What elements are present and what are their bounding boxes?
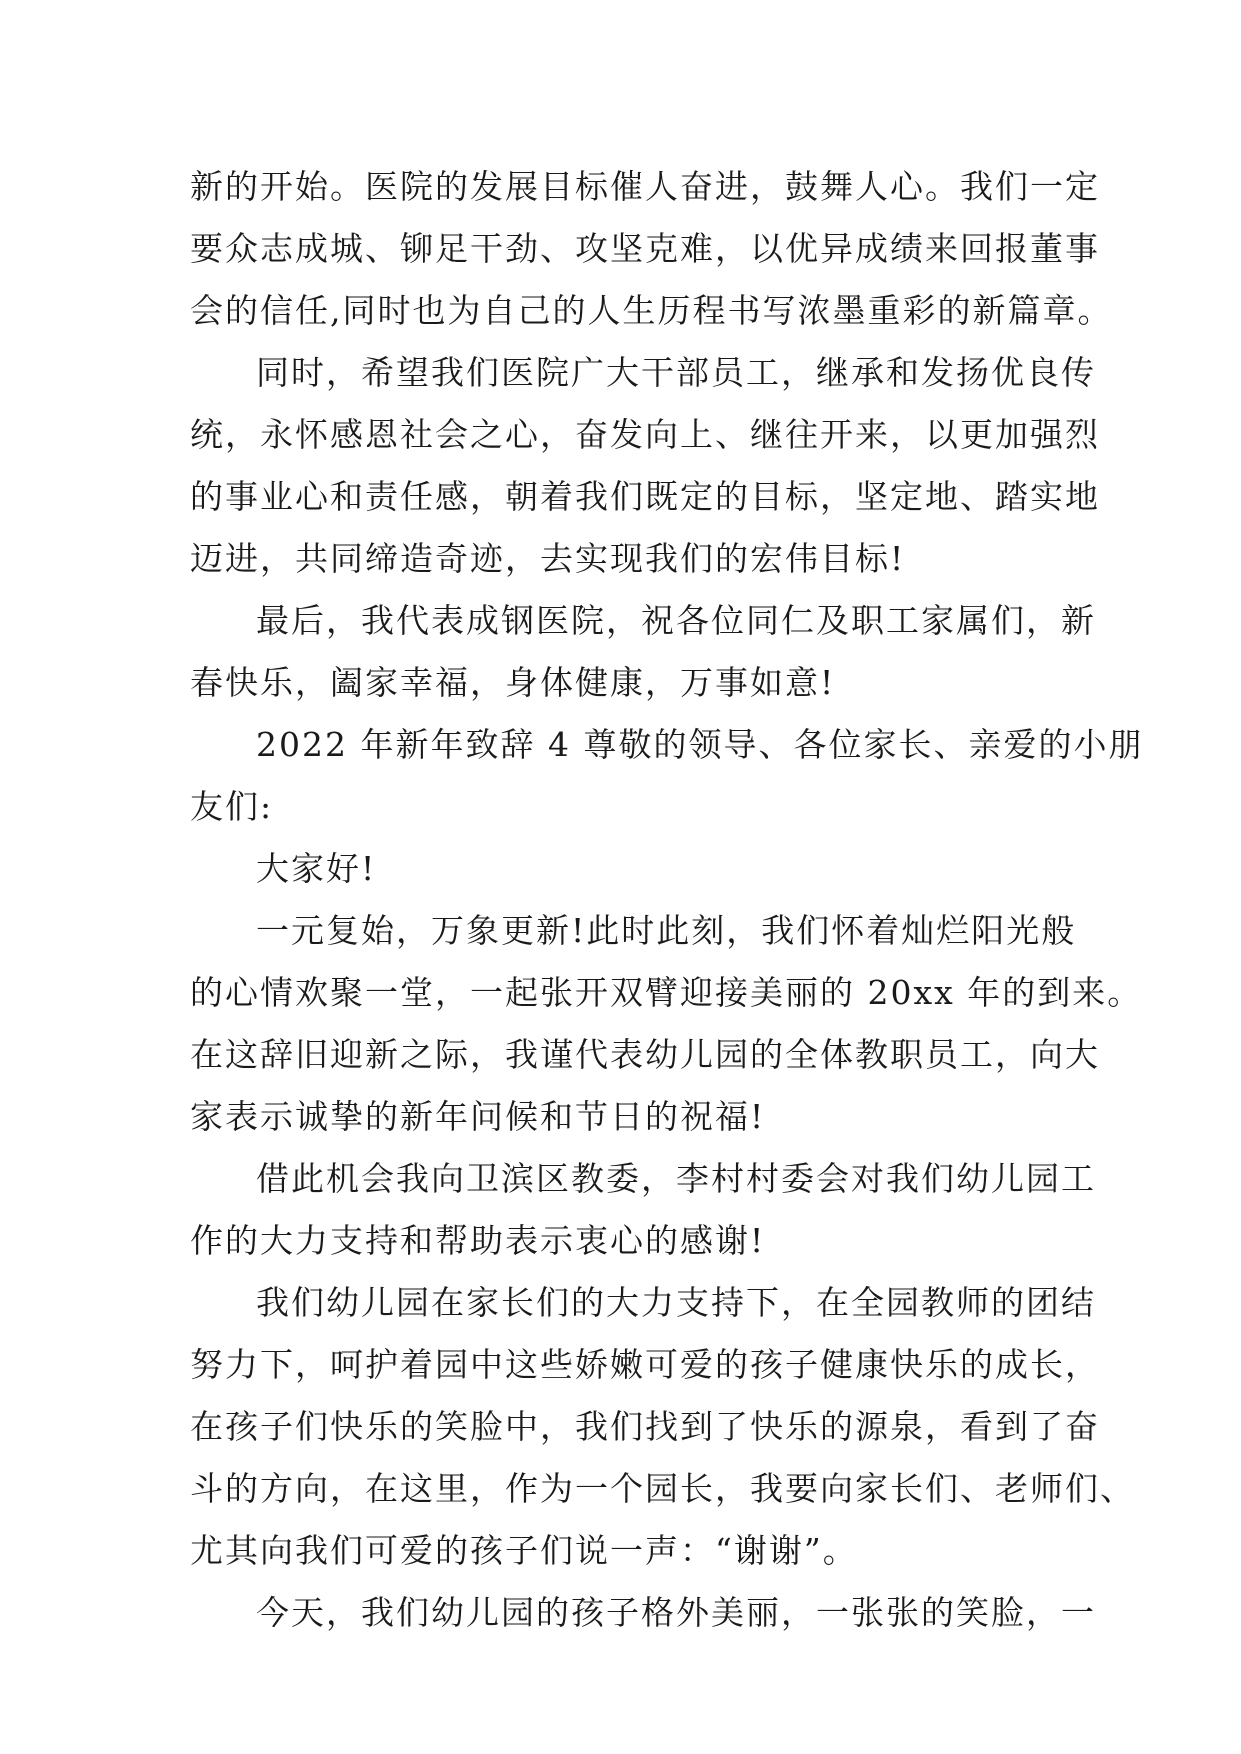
text-line: 会的信任,同时也为自己的人生历程书写浓墨重彩的新篇章。 [190,291,1113,330]
text-line: 在孩子们快乐的笑脸中，我们找到了快乐的源泉，看到了奋 [190,1407,1100,1446]
text-line: 作的大力支持和帮助表示衷心的感谢! [190,1221,766,1260]
text-line: 在这辞旧迎新之际，我谨代表幼儿园的全体教职员工，向大 [190,1035,1100,1074]
text-line: 统，永怀感恩社会之心，奋发向上、继往开来，以更加强烈 [190,415,1100,454]
text-line: 斗的方向，在这里，作为一个园长，我要向家长们、老师们、 [190,1469,1135,1508]
text-line: 最后，我代表成钢医院，祝各位同仁及职工家属们，新 [256,601,1096,640]
document-body [190,156,1144,1644]
text-line: 一元复始，万象更新!此时此刻，我们怀着灿烂阳光般 [256,911,1077,950]
text-line: 借此机会我向卫滨区教委，李村村委会对我们幼儿园工 [256,1159,1096,1198]
text-line: 迈进，共同缔造奇迹，去实现我们的宏伟目标! [190,539,906,578]
text-line: 努力下，呵护着园中这些娇嫩可爱的孩子健康快乐的成长， [190,1345,1100,1384]
text-line: 2022 年新年致辞 4 尊敬的领导、各位家长、亲爱的小朋 [256,725,1144,764]
text-line: 家表示诚挚的新年问候和节日的祝福! [190,1097,766,1136]
text-line: 的心情欢聚一堂，一起张开双臂迎接美丽的 20xx 年的到来。 [190,973,1143,1012]
text-line: 同时，希望我们医院广大干部员工，继承和发扬优良传 [256,353,1096,392]
text-line: 今天，我们幼儿园的孩子格外美丽，一张张的笑脸，一 [256,1593,1096,1632]
text-line: 友们: [190,787,274,826]
text-line: 新的开始。医院的发展目标催人奋进，鼓舞人心。我们一定 [190,167,1100,206]
text-line: 大家好! [256,849,377,888]
text-line: 尤其向我们可爱的孩子们说一声：“谢谢”。 [190,1531,858,1570]
text-line: 的事业心和责任感，朝着我们既定的目标，坚定地、踏实地 [190,477,1100,516]
text-line: 我们幼儿园在家长们的大力支持下，在全园教师的团结 [256,1283,1096,1322]
text-line: 春快乐，阖家幸福，身体健康，万事如意! [190,663,836,702]
text-line: 要众志成城、铆足干劲、攻坚克难，以优异成绩来回报董事 [190,229,1100,268]
